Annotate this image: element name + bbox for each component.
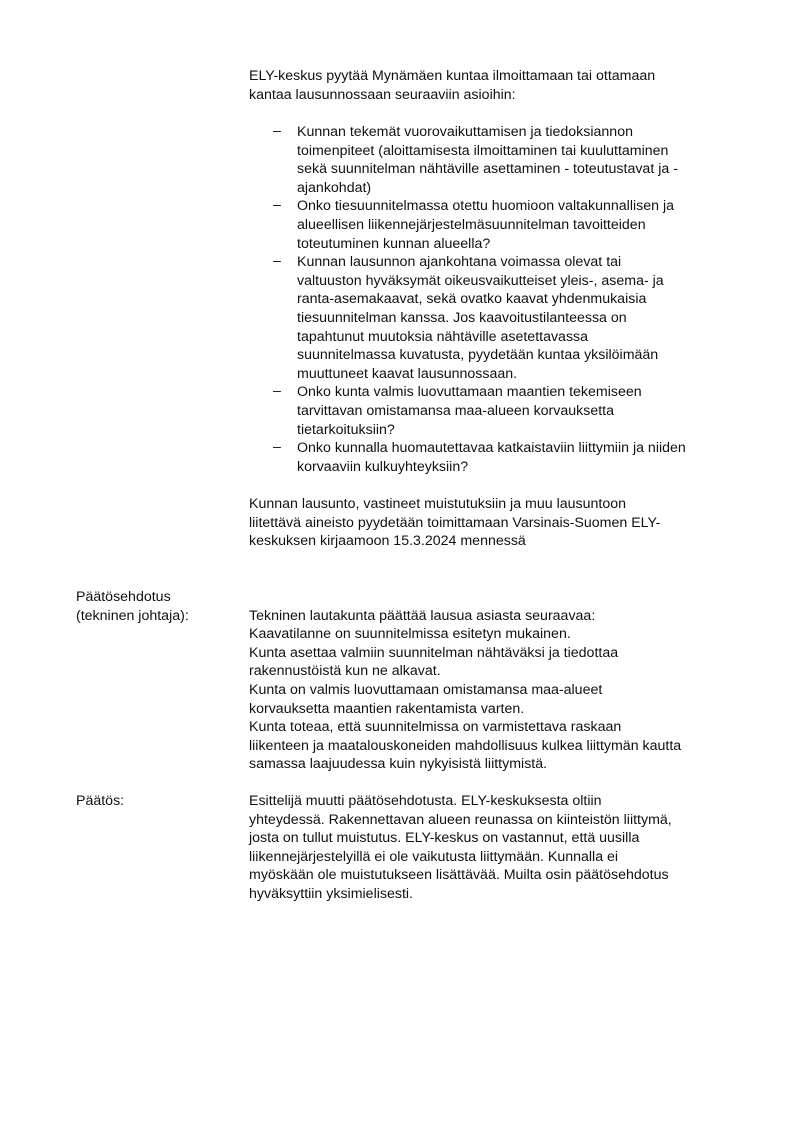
dash-bullet-icon: – bbox=[273, 123, 281, 139]
list-item bbox=[273, 197, 686, 253]
text-line: liikenteen ja maatalouskoneiden mahdollisuus kulkea liittymän kautta bbox=[249, 737, 682, 754]
text-line: korvaaviin kulkuyhteyksiin? bbox=[297, 458, 469, 475]
text-line: Kaavatilanne on suunnitelmissa esitetyn mukainen. bbox=[249, 626, 571, 643]
text-line: samassa laajuudessa kuin nykyisistä liittymistä. bbox=[249, 756, 548, 773]
proposal-label bbox=[76, 588, 189, 625]
text-line: Onko kunta valmis luovuttamaan maantien tekemiseen bbox=[297, 384, 642, 401]
text-line: liitettävä aineisto pyydetään toimittamaan Varsinais-Suomen ELY- bbox=[249, 514, 661, 531]
list-item bbox=[273, 123, 686, 197]
text-line: Kunnan lausunnon ajankohtana voimassa olevat tai bbox=[297, 254, 622, 271]
text-line: josta on tullut muistutus. ELY-keskus on vastannut, että uusilla bbox=[249, 830, 640, 847]
dash-bullet-icon: – bbox=[273, 439, 281, 456]
text-line: ELY-keskus pyytää Mynämäen kuntaa ilmoittamaan tai ottamaan bbox=[249, 68, 656, 84]
text-line: liikennejärjestelyillä ei ole vaikutusta liittymään. Kunnalla ei bbox=[249, 848, 619, 865]
text-line: suunnitelmassa kuvatusta, pyydetään kuntaa yksilöimään bbox=[297, 347, 659, 364]
bullet-list bbox=[273, 123, 686, 476]
closing-paragraph bbox=[249, 495, 660, 551]
proposal-text bbox=[249, 607, 681, 774]
text-line: toimenpiteet (aloittamisesta ilmoittaminen tai kuuluttaminen bbox=[297, 142, 669, 159]
text-line: tiesuunnitelman kanssa. Jos kaavoitustilanteessa on bbox=[297, 309, 627, 326]
text-line: kantaa lausunnossaan seuraaviin asioihin: bbox=[249, 86, 516, 103]
text-line: Kunta on valmis luovuttamaan omistamansa maa-alueet bbox=[249, 681, 603, 698]
text-line: toteutuminen kunnan alueella? bbox=[297, 235, 491, 252]
list-item bbox=[273, 253, 686, 383]
text-line: ranta-asemakaavat, sekä ovatko kaavat yhdenmukaisia bbox=[297, 291, 647, 308]
label-line: Päätös: bbox=[76, 793, 125, 809]
decision-text bbox=[249, 792, 672, 904]
text-line: keskuksen kirjaamoon 15.3.2024 mennessä bbox=[249, 533, 526, 550]
text-line: tapahtunut muutoksia nähtäville asetettavassa bbox=[297, 328, 589, 345]
dash-bullet-icon: – bbox=[273, 253, 281, 270]
text-line: korvauksetta maantien rakentamista varten. bbox=[249, 700, 525, 717]
label-line: (tekninen johtaja): bbox=[76, 607, 189, 624]
dash-bullet-icon: – bbox=[273, 197, 281, 214]
text-line: yhteydessä. Rakennettavan alueen reunassa on kiinteistön liittymä, bbox=[249, 811, 672, 828]
text-line: rakennustöistä kun ne alkavat. bbox=[249, 663, 441, 680]
text-line: Esittelijä muutti päätösehdotusta. ELY-keskuksesta oltiin bbox=[249, 793, 602, 809]
text-line: tarvittavan omistamansa maa-alueen korvauksetta bbox=[297, 402, 615, 419]
text-line: muuttuneet kaavat lausunnossaan. bbox=[297, 365, 518, 382]
list-item bbox=[273, 439, 686, 476]
text-line: Kunta asettaa valmiin suunnitelman nähtäväksi ja tiedottaa bbox=[249, 644, 619, 661]
text-line: myöskään ole muistutukseen lisättävää. Muilta osin päätösehdotus bbox=[249, 867, 669, 884]
text-line: alueellisen liikennejärjestelmäsuunnitelman tavoitteiden bbox=[297, 216, 646, 233]
list-item bbox=[273, 383, 686, 439]
label-line: Päätösehdotus bbox=[76, 589, 171, 605]
decision-label bbox=[76, 792, 124, 811]
text-line: Kunnan lausunto, vastineet muistutuksiin ja muu lausuntoon bbox=[249, 496, 626, 512]
intro-paragraph bbox=[249, 67, 655, 104]
text-line: ajankohdat) bbox=[297, 179, 372, 196]
text-line: tietarkoituksiin? bbox=[297, 421, 395, 438]
text-line: sekä suunnitelman nähtäville asettaminen - toteutustavat ja - bbox=[297, 161, 678, 178]
text-line: Onko kunnalla huomautettavaa katkaistaviin liittymiin ja niiden bbox=[297, 440, 686, 457]
text-line: Kunnan tekemät vuorovaikuttamisen ja tiedoksiannon bbox=[297, 124, 633, 140]
dash-bullet-icon: – bbox=[273, 383, 281, 400]
text-line: Tekninen lautakunta päättää lausua asiasta seuraavaa: bbox=[249, 607, 596, 624]
text-line: Onko tiesuunnitelmassa otettu huomioon valtakunnallisen ja bbox=[297, 198, 674, 215]
text-line: valtuuston hyväksymät oikeusvaikutteiset yleis-, asema- ja bbox=[297, 272, 664, 289]
text-line: hyväksyttiin yksimielisesti. bbox=[249, 885, 413, 902]
text-line: Kunta toteaa, että suunnitelmissa on varmistettava raskaan bbox=[249, 719, 622, 736]
